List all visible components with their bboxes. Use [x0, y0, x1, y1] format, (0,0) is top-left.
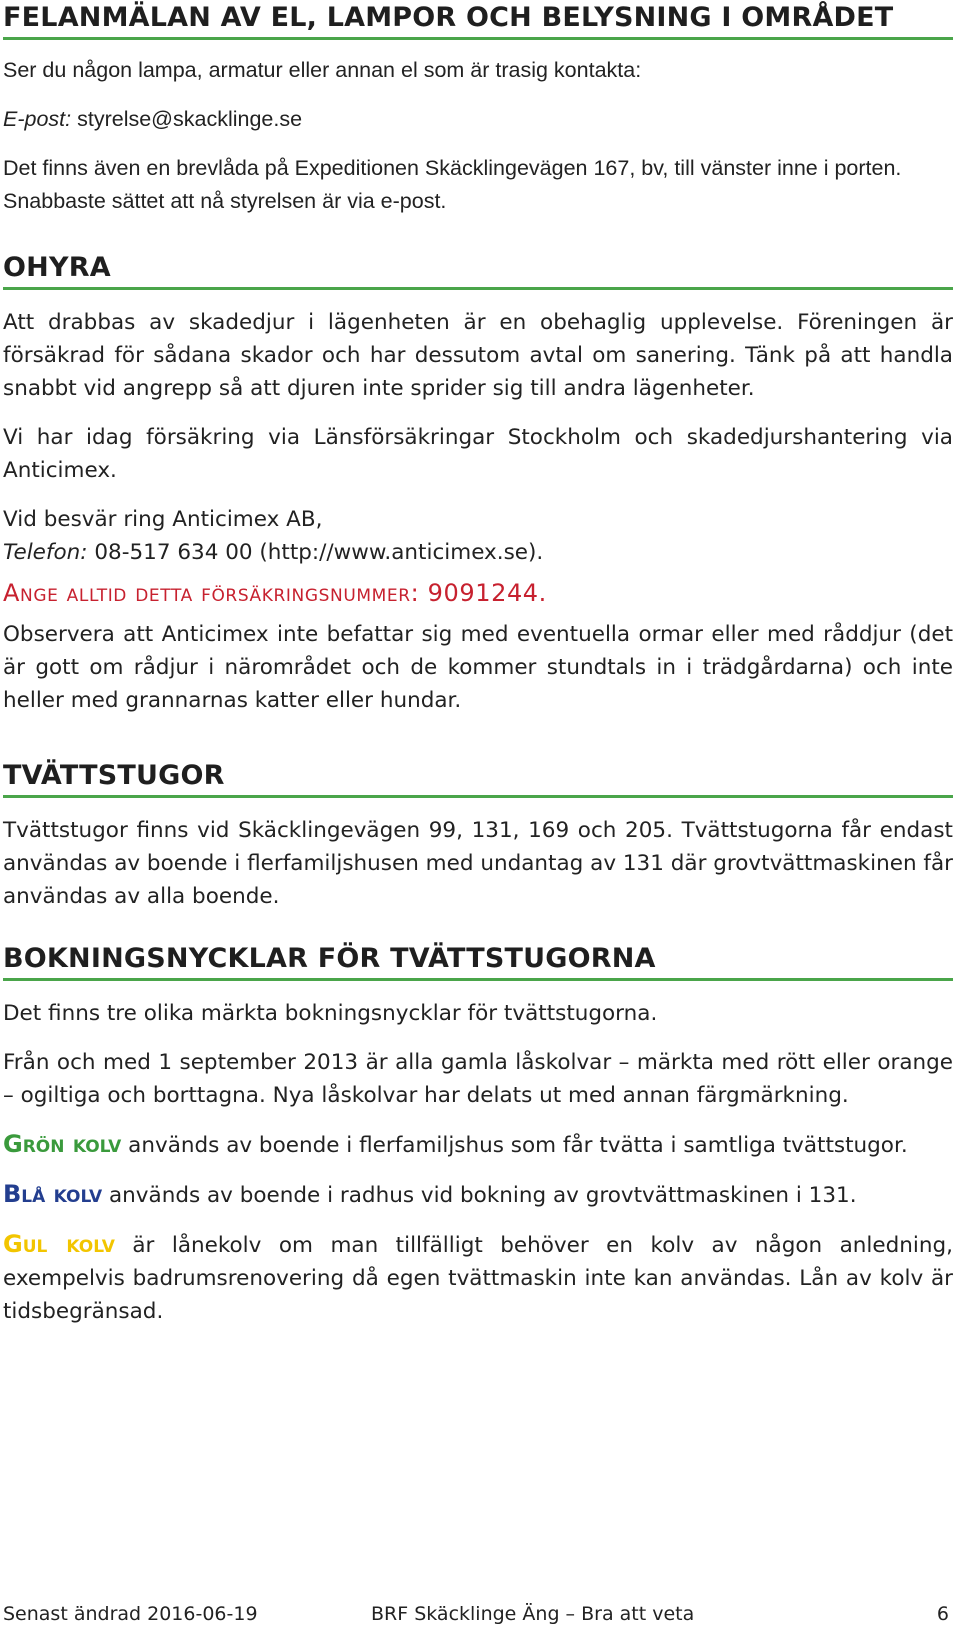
section-bokningsnycklar: [3, 943, 953, 1328]
yellow-key-label: Gul kolv: [3, 1230, 115, 1258]
section-heading: OHYRA: [3, 252, 111, 283]
section-heading: BOKNINGSNYCKLAR FÖR TVÄTTSTUGORNA: [3, 943, 656, 974]
green-key-label: Grön kolv: [3, 1130, 122, 1158]
heading-rule: [3, 795, 953, 798]
blue-key-label: Blå kolv: [3, 1180, 103, 1208]
paragraph: Det finns även en brevlåda på Expeditionen Skäcklingevägen 167, bv, till vänster inne i porten. Snabbaste sättet att nå styrelsen är via e-post.: [3, 156, 902, 213]
paragraph: Att drabbas av skadedjur i lägenheten är en obehaglig upplevelse. Föreningen är försäkrad för sådana skador och har dessutom avtal om sanering. Tänk på att handla snabbt vid angrepp så att djuren inte sprider sig till andra lägenheter.: [3, 310, 953, 401]
yellow-key-text: är lånekolv om man tillfälligt behöver en kolv av någon anledning, exempelvis badrumsrenovering då egen tvättmaskin inte kan användas. Lån av kolv är tidsbegränsad.: [3, 1233, 953, 1324]
phone-value[interactable]: 08-517 634 00 (http://www.anticimex.se).: [94, 540, 544, 565]
section-felanmalan: [3, 2, 953, 218]
footer-title: BRF Skäcklinge Äng – Bra att veta: [371, 1603, 695, 1625]
paragraph: Tvättstugor finns vid Skäcklingevägen 99, 131, 169 och 205. Tvättstugorna får endast användas av boende i flerfamiljshusen med undantag av 131 där grovtvättmaskinen får användas av alla boende.: [3, 818, 953, 909]
contact-block: [3, 503, 953, 569]
paragraph: Det finns tre olika märkta bokningsnycklar för tvättstugorna.: [3, 1001, 658, 1026]
section-ohyra: [3, 252, 953, 717]
footer-date: Senast ändrad 2016-06-19: [3, 1603, 258, 1625]
green-key-text: används av boende i flerfamiljshus som får tvätta i samtliga tvättstugor.: [121, 1133, 908, 1158]
blue-key-text: används av boende i radhus vid bokning av grovtvättmaskinen i 131.: [102, 1183, 857, 1208]
phone-label: Telefon:: [3, 540, 88, 565]
yellow-key-line: [3, 1228, 953, 1328]
green-key-line: [3, 1128, 953, 1162]
paragraph: Vi har idag försäkring via Länsförsäkringar Stockholm och skadedjurshantering via Anticimex.: [3, 425, 953, 483]
blue-key-line: [3, 1178, 953, 1212]
heading-rule: [3, 37, 953, 40]
paragraph: Observera att Anticimex inte befattar sig med eventuella ormar eller med råddjur (det är gott om rådjur i närområdet och de kommer stundtals in i trädgårdarna) och inte heller med grannarnas katter eller hundar.: [3, 622, 953, 713]
page-number: 6: [936, 1603, 949, 1625]
email-link[interactable]: styrelse@skacklinge.se: [77, 107, 303, 131]
paragraph: Ser du någon lampa, armatur eller annan el som är trasig kontakta:: [3, 58, 642, 82]
email-label: E-post:: [3, 107, 72, 131]
heading-rule: [3, 978, 953, 981]
paragraph: Från och med 1 september 2013 är alla gamla låskolvar – märkta med rött eller orange – ogiltiga och borttagna. Nya låskolvar har delats ut med annan färgmärkning.: [3, 1050, 953, 1108]
insurance-notice: Ange alltid detta försäkringsnummer: 9091244.: [3, 579, 547, 607]
section-tvattstugor: [3, 760, 953, 913]
section-heading: TVÄTTSTUGOR: [3, 760, 225, 791]
page-footer: [3, 1603, 953, 1631]
contact-line: Vid besvär ring Anticimex AB,: [3, 507, 323, 532]
section-heading: FELANMÄLAN AV EL, LAMPOR OCH BELYSNING I OMRÅDET: [3, 2, 894, 33]
email-line: [3, 103, 953, 136]
heading-rule: [3, 287, 953, 290]
